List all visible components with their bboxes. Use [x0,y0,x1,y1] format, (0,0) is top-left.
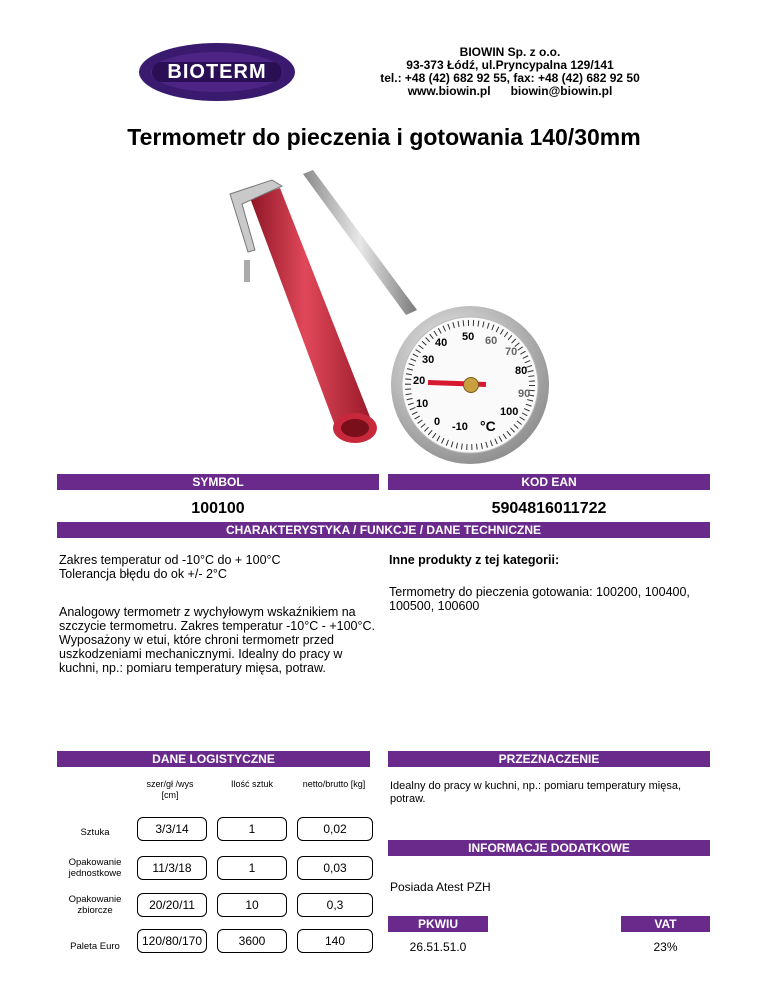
dial-number: 20 [413,375,426,387]
logistics-cell: 3/3/14 [137,817,207,841]
logistics-column-header: netto/brutto [kg] [302,779,366,789]
description-line: kuchni, np.: pomiaru temperatury mięsa, potraw. [59,661,326,675]
logistics-cell: 11/3/18 [137,856,207,880]
vat-header: VAT [621,916,710,932]
other-products [389,553,719,613]
company-www[interactable]: www.biowin.pl [407,84,491,98]
description-line: szczycie termometru. Zakres temperatur -10°C - +100°C. [59,619,375,633]
company-name: BIOWIN Sp. z o.o. [459,45,561,59]
description-line: Analogowy termometr z wychyłowym wskaźnikiem na [59,605,356,619]
logistics-column-header: szer/gł /wys [cm] [146,779,194,800]
dial-number: 50 [462,331,475,343]
other-products-heading: Inne produkty z tej kategorii: [389,553,560,567]
dial-number: 90 [518,388,531,400]
pkwiu-header: PKWIU [388,916,488,932]
logistics-column-header: Ilość sztuk [230,779,273,789]
logistics-cell: 3600 [217,929,287,953]
logistics-cell: 0,02 [297,817,373,841]
dial-unit: °C [480,418,496,434]
spec-line: Zakres temperatur od -10°C do + 100°C [59,553,281,567]
logistics-row-label: Paleta Euro [70,941,120,952]
spec-line: Tolerancja błędu do ok +/- 2°C [59,567,227,581]
dial-center-cap [463,377,479,393]
ean-value: 5904816011722 [491,500,607,517]
logistics-cell: 120/80/170 [137,929,207,953]
dial-number: 0 [434,416,441,428]
description-line: uszkodzeniami mechanicznymi. Idealny do pracy w [59,647,343,661]
characteristics-header: CHARAKTERYSTYKA / FUNKCJE / DANE TECHNICZNE [57,522,710,538]
description [59,605,389,675]
logistics-row-label: Opakowanie zbiorcze [68,894,122,916]
logistics-cell: 0,3 [297,893,373,917]
company-info [360,46,660,98]
logistics-cell: 20/20/11 [137,893,207,917]
description-line: Wyposażony w etui, które chroni termometr przed [59,633,334,647]
page-title: Termometr do pieczenia i gotowania 140/30mm [127,124,641,150]
dial-number: 10 [416,398,429,410]
dial-number: 60 [485,335,498,347]
brand-logo [138,42,296,102]
dial-number: 30 [422,354,435,366]
specs [59,553,379,581]
other-products-line: 100500, 100600 [389,599,480,613]
purpose-text: Idealny do pracy w kuchni, np.: pomiaru temperatury mięsa, potraw. [390,780,682,805]
product-image [200,160,580,465]
logistics-row-label: Sztuka [80,827,110,838]
logistics-cell: 0,03 [297,856,373,880]
dial-number: -10 [452,421,468,433]
logo-text: BIOTERM [167,61,267,83]
logistics-cell: 1 [217,817,287,841]
symbol-header: SYMBOL [57,474,379,490]
logistics-header: DANE LOGISTYCZNE [57,751,370,767]
logistics-cell: 10 [217,893,287,917]
pkwiu-value: 26.51.51.0 [409,940,467,954]
ean-header: KOD EAN [388,474,710,490]
company-address: 93-373 Łódź, ul.Pryncypalna 129/141 [406,58,614,72]
vat-value: 23% [653,940,678,954]
additional-header: INFORMACJE DODATKOWE [388,840,710,856]
additional-text: Posiada Atest PZH [390,880,491,894]
dial-number: 70 [505,346,518,358]
other-products-line: Termometry do pieczenia gotowania: 100200, 100400, [389,585,690,599]
logistics-cell: 1 [217,856,287,880]
dial-number: 100 [500,406,519,418]
company-contact [360,85,660,98]
company-email[interactable]: biowin@biowin.pl [510,84,613,98]
purpose-header: PRZEZNACZENIE [388,751,710,767]
logistics-row-label: Opakowanie jednostkowe [68,857,122,879]
symbol-value: 100100 [191,500,245,517]
dial-number: 40 [435,337,448,349]
dial-number: 80 [515,365,528,377]
logistics-cell: 140 [297,929,373,953]
company-phone: tel.: +48 (42) 682 92 55, fax: +48 (42) 682 92 50 [380,71,640,85]
